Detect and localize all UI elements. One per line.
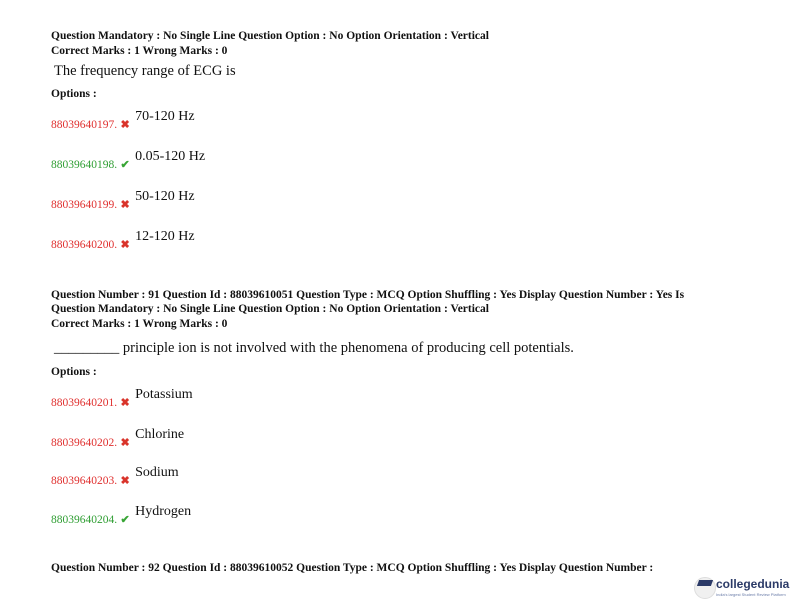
option-id: 88039640201. xyxy=(51,397,118,409)
q1-options-label: Options : xyxy=(51,88,97,100)
q2-options-label: Options : xyxy=(51,366,97,378)
q2-option-3 xyxy=(51,465,179,489)
option-text: 50-120 Hz xyxy=(135,189,195,204)
option-text: 12-120 Hz xyxy=(135,229,195,244)
check-icon: ✔ xyxy=(120,514,130,526)
q1-option-4 xyxy=(51,229,195,253)
q2-option-1 xyxy=(51,387,193,411)
cross-icon: ✖ xyxy=(120,437,130,449)
option-id: 88039640204. xyxy=(51,514,118,526)
option-id: 88039640197. xyxy=(51,119,118,131)
q1-option-2 xyxy=(51,149,206,173)
option-text: Potassium xyxy=(135,387,193,402)
q1-meta-line2: Correct Marks : 1 Wrong Marks : 0 xyxy=(51,45,228,57)
option-text: Chlorine xyxy=(135,427,185,442)
option-text: 0.05-120 Hz xyxy=(135,149,206,164)
q2-meta-line2: Question Mandatory : No Single Line Question Option : No Option Orientation : Vertical xyxy=(51,303,489,315)
cross-icon: ✖ xyxy=(120,239,130,251)
cross-icon: ✖ xyxy=(120,199,130,211)
collegedunia-logo xyxy=(694,573,790,605)
q1-question-text: The frequency range of ECG is xyxy=(54,63,236,79)
option-id: 88039640202. xyxy=(51,437,118,449)
q2-meta-line3: Correct Marks : 1 Wrong Marks : 0 xyxy=(51,318,228,330)
q1-option-1 xyxy=(51,109,195,133)
q2-question-text: _________ principle ion is not involved with the phenomena of producing cell potentials. xyxy=(54,340,574,356)
check-icon: ✔ xyxy=(120,159,130,171)
q2-option-2 xyxy=(51,427,185,451)
option-text: Hydrogen xyxy=(135,504,192,519)
q1-option-3 xyxy=(51,189,195,213)
q3-meta-line1: Question Number : 92 Question Id : 88039610052 Question Type : MCQ Option Shuffling : Yes Display Question Number : xyxy=(51,562,654,574)
cross-icon: ✖ xyxy=(120,119,130,131)
option-id: 88039640200. xyxy=(51,239,118,251)
logo-brand-text: collegedunia xyxy=(716,577,790,591)
q1-meta-line1: Question Mandatory : No Single Line Question Option : No Option Orientation : Vertical xyxy=(51,30,489,42)
logo-tagline: India's largest Student Review Platform xyxy=(716,592,786,597)
q2-meta-line1: Question Number : 91 Question Id : 88039610051 Question Type : MCQ Option Shuffling : Yes Display Question Number : Yes Is xyxy=(51,289,685,301)
option-id: 88039640203. xyxy=(51,475,118,487)
option-id: 88039640199. xyxy=(51,199,118,211)
logo-emblem-icon xyxy=(694,577,716,599)
option-text: Sodium xyxy=(135,465,179,480)
cross-icon: ✖ xyxy=(120,475,130,487)
q2-option-4 xyxy=(51,504,192,528)
cross-icon: ✖ xyxy=(120,397,130,409)
option-id: 88039640198. xyxy=(51,159,118,171)
option-text: 70-120 Hz xyxy=(135,109,195,124)
